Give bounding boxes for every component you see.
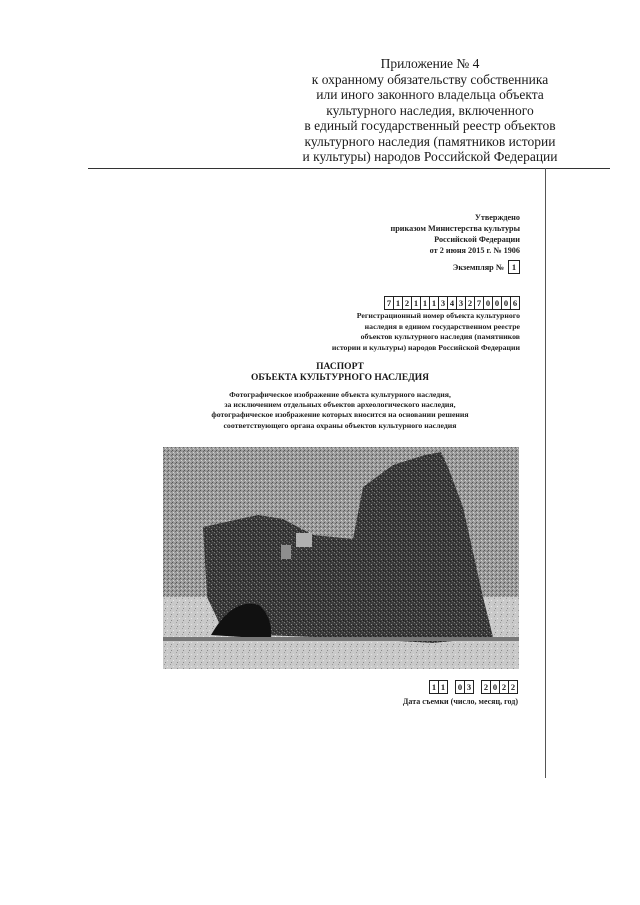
registration-number <box>385 296 520 310</box>
registration-caption <box>332 311 520 353</box>
reg-digit: 1 <box>393 296 403 310</box>
reg-digit: 0 <box>483 296 493 310</box>
ruin-photo-icon <box>163 447 519 669</box>
appendix-header <box>270 56 590 165</box>
shoot-date-caption: Дата съемки (число, месяц, год) <box>402 697 518 706</box>
approval-line: Российской Федерации <box>434 235 520 244</box>
date-digit: 2 <box>499 680 509 694</box>
date-digit: 0 <box>455 680 465 694</box>
photo-note <box>160 390 520 431</box>
date-digit: 2 <box>481 680 491 694</box>
appendix-line: и культуры) народов Российской Федерации <box>302 149 558 164</box>
reg-digit: 0 <box>501 296 511 310</box>
reg-caption-line: Регистрационный номер объекта культурного <box>356 311 520 320</box>
reg-digit: 0 <box>492 296 502 310</box>
reg-digit: 2 <box>465 296 475 310</box>
reg-digit: 7 <box>384 296 394 310</box>
copy-number-box: 1 <box>508 260 520 274</box>
appendix-line: Приложение № 4 <box>380 56 480 71</box>
appendix-line: к охранному обязательству собственника <box>311 71 549 87</box>
date-digit: 0 <box>490 680 500 694</box>
photo-note-line: за исключением отдельных объектов археологического наследия, <box>224 400 456 410</box>
appendix-line: или иного законного владельца объекта <box>316 87 544 102</box>
reg-digit: 6 <box>510 296 520 310</box>
reg-caption-line: истории и культуры) народов Российской Федерации <box>331 342 520 352</box>
appendix-line: в единый государственный реестр объектов <box>304 118 556 133</box>
reg-digit: 2 <box>402 296 412 310</box>
reg-caption-line: наследия в едином государственном реестре <box>364 321 520 331</box>
reg-digit: 1 <box>429 296 439 310</box>
approval-block <box>391 212 520 256</box>
shoot-year <box>482 680 518 694</box>
approval-line: приказом Министерства культуры <box>390 224 520 233</box>
reg-digit: 1 <box>411 296 421 310</box>
appendix-line: культурного наследия, включенного <box>326 102 534 118</box>
reg-digit: 1 <box>420 296 430 310</box>
approval-line: Утверждено <box>474 213 520 222</box>
shoot-date-row <box>430 680 518 694</box>
date-digit: 3 <box>464 680 474 694</box>
reg-digit: 4 <box>447 296 457 310</box>
passport-subtitle: ОБЪЕКТА КУЛЬТУРНОГО НАСЛЕДИЯ <box>250 373 430 383</box>
passport-title-block <box>160 362 520 384</box>
date-digit: 2 <box>508 680 518 694</box>
date-digit: 1 <box>438 680 448 694</box>
scan-edge-right <box>545 168 546 778</box>
scan-edge-top <box>88 168 610 169</box>
photo-note-line: Фотографическое изображение объекта культурного наследия, <box>229 390 451 399</box>
photo-note-line: фотографическое изображение которых вносится на основании решения <box>211 410 469 420</box>
shoot-month <box>456 680 474 694</box>
shoot-day <box>430 680 448 694</box>
reg-digit: 7 <box>474 296 484 310</box>
appendix-line: культурного наследия (памятников истории <box>304 133 556 149</box>
reg-digit: 3 <box>456 296 466 310</box>
date-digit: 1 <box>429 680 439 694</box>
copy-number-row <box>453 260 520 274</box>
copy-label: Экземпляр № <box>452 262 504 272</box>
photo-note-line: соответствующего органа охраны объектов культурного наследия <box>223 420 457 430</box>
approval-line: от 2 июня 2015 г. № 1906 <box>429 246 520 255</box>
reg-caption-line: объектов культурного наследия (памятников <box>360 332 520 341</box>
reg-digit: 3 <box>438 296 448 310</box>
passport-title: ПАСПОРТ <box>316 362 364 372</box>
object-photo <box>163 447 519 669</box>
